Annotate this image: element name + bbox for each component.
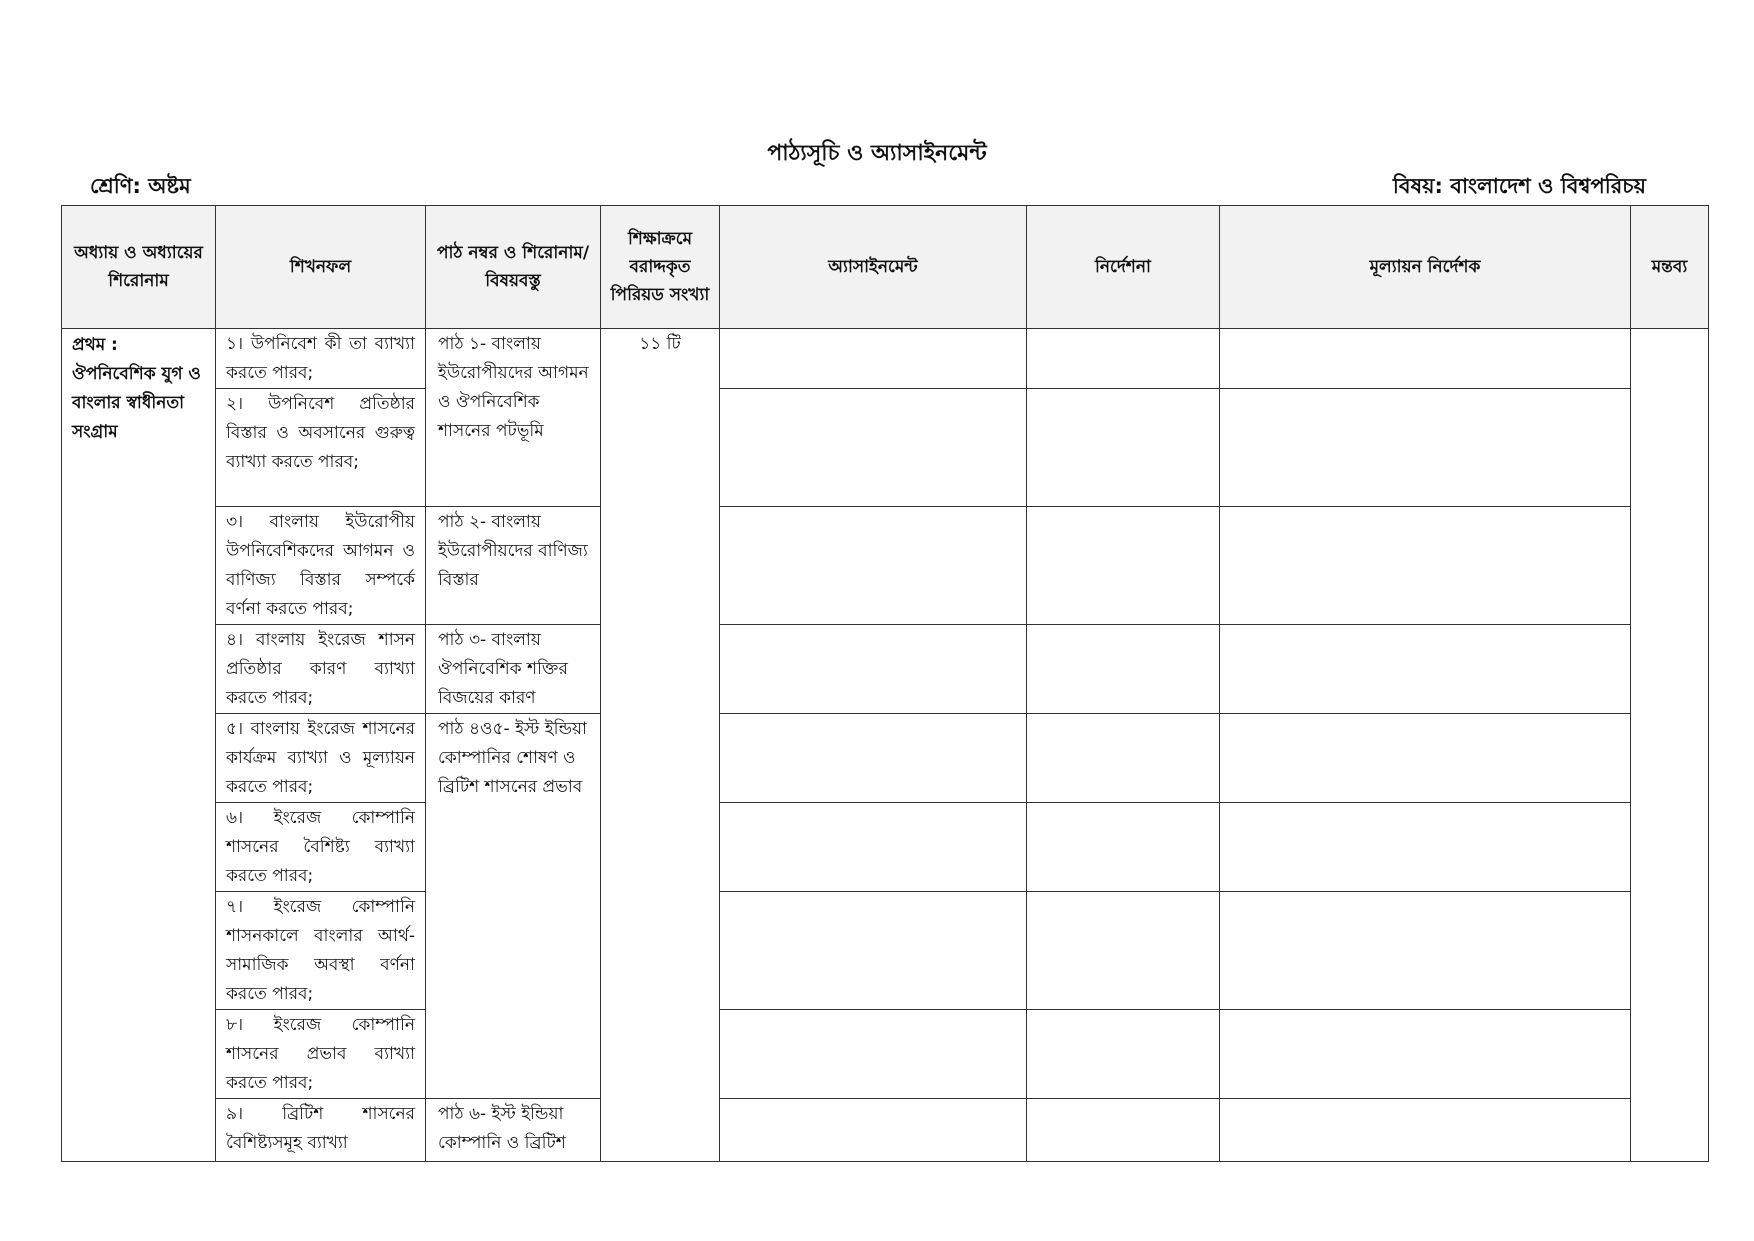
assessment-cell-8 xyxy=(1220,1010,1631,1099)
assignment-cell-5 xyxy=(720,714,1027,803)
column-header-assessment: মূল্যায়ন নির্দেশক xyxy=(1220,206,1631,329)
assignment-cell-1 xyxy=(720,329,1027,389)
assessment-cell-2 xyxy=(1220,389,1631,507)
outcome-8: ৮। ইংরেজ কোম্পানি শাসনের প্রভাব ব্যাখ্যা করতে পারব; xyxy=(216,1010,426,1099)
assignment-cell-3 xyxy=(720,507,1027,625)
lesson-5: পাঠ ৬- ইস্ট ইন্ডিয়া কোম্পানি ও ব্রিটিশ xyxy=(426,1099,601,1162)
instruction-cell-1 xyxy=(1027,329,1220,389)
table-header-row xyxy=(62,206,1709,329)
assignment-cell-9 xyxy=(720,1099,1027,1162)
outcome-7: ৭। ইংরেজ কোম্পানি শাসনকালে বাংলার আর্থ-সামাজিক অবস্থা বর্ণনা করতে পারব; xyxy=(216,892,426,1010)
assessment-cell-3 xyxy=(1220,507,1631,625)
instruction-cell-2 xyxy=(1027,389,1220,507)
instruction-cell-8 xyxy=(1027,1010,1220,1099)
column-header-lesson: পাঠ নম্বর ও শিরোনাম/ বিষয়বস্তু xyxy=(426,206,601,329)
instruction-cell-5 xyxy=(1027,714,1220,803)
assessment-cell-4 xyxy=(1220,625,1631,714)
instruction-cell-4 xyxy=(1027,625,1220,714)
table-row xyxy=(62,892,1709,1010)
column-header-period: শিক্ষাক্রমে বরাদ্দকৃত পিরিয়ড সংখ্যা xyxy=(601,206,720,329)
table-row xyxy=(62,389,1709,507)
assignment-cell-6 xyxy=(720,803,1027,892)
assignment-cell-7 xyxy=(720,892,1027,1010)
remarks-cell xyxy=(1631,329,1709,1162)
outcome-3: ৩। বাংলায় ইউরোপীয় উপনিবেশিকদের আগমন ও বাণিজ্য বিস্তার সম্পর্কে বর্ণনা করতে পারব; xyxy=(216,507,426,625)
syllabus-table xyxy=(61,205,1709,1162)
instruction-cell-9 xyxy=(1027,1099,1220,1162)
outcome-4: ৪। বাংলায় ইংরেজ শাসন প্রতিষ্ঠার কারণ ব্যাখ্যা করতে পারব; xyxy=(216,625,426,714)
lesson-1: পাঠ ১- বাংলায় ইউরোপীয়দের আগমন ও ঔপনিবেশিক শাসনের পটভূমি xyxy=(426,329,601,507)
column-header-outcome: শিখনফল xyxy=(216,206,426,329)
instruction-cell-7 xyxy=(1027,892,1220,1010)
lesson-3: পাঠ ৩- বাংলায় ঔপনিবেশিক শক্তির বিজয়ের কারণ xyxy=(426,625,601,714)
lesson-4: পাঠ ৪ও৫- ইস্ট ইন্ডিয়া কোম্পানির শোষণ ও ব্রিটিশ শাসনের প্রভাব xyxy=(426,714,601,1099)
lesson-2: পাঠ ২- বাংলায় ইউরোপীয়দের বাণিজ্য বিস্তার xyxy=(426,507,601,625)
column-header-instruction: নির্দেশনা xyxy=(1027,206,1220,329)
assignment-cell-8 xyxy=(720,1010,1027,1099)
column-header-remarks: মন্তব্য xyxy=(1631,206,1709,329)
table-row xyxy=(62,329,1709,389)
column-header-chapter: অধ্যায় ও অধ্যায়ের শিরোনাম xyxy=(62,206,216,329)
outcome-5: ৫। বাংলায় ইংরেজ শাসনের কার্যক্রম ব্যাখ্যা ও মূল্যায়ন করতে পারব; xyxy=(216,714,426,803)
instruction-cell-3 xyxy=(1027,507,1220,625)
assessment-cell-1 xyxy=(1220,329,1631,389)
table-row xyxy=(62,803,1709,892)
instruction-cell-6 xyxy=(1027,803,1220,892)
table-row xyxy=(62,714,1709,803)
table-row xyxy=(62,1010,1709,1099)
outcome-1: ১। উপনিবেশ কী তা ব্যাখ্যা করতে পারব; xyxy=(216,329,426,389)
outcome-9: ৯। ব্রিটিশ শাসনের বৈশিষ্ট্যসমূহ ব্যাখ্যা xyxy=(216,1099,426,1162)
period-count: ১১ টি xyxy=(601,329,720,1162)
table-row xyxy=(62,625,1709,714)
assessment-cell-7 xyxy=(1220,892,1631,1010)
page-title: পাঠ্যসূচি ও অ্যাসাইনমেন্ট xyxy=(767,141,987,166)
table-row xyxy=(62,1099,1709,1162)
outcome-2: ২। উপনিবেশ প্রতিষ্ঠার বিস্তার ও অবসানের গুরুত্ব ব্যাখ্যা করতে পারব; xyxy=(216,389,426,507)
assessment-cell-6 xyxy=(1220,803,1631,892)
subject-label: বিষয়: বাংলাদেশ ও বিশ্বপরিচয় xyxy=(1392,174,1646,198)
assignment-cell-2 xyxy=(720,389,1027,507)
assessment-cell-9 xyxy=(1220,1099,1631,1162)
outcome-6: ৬। ইংরেজ কোম্পানি শাসনের বৈশিষ্ট্য ব্যাখ্যা করতে পারব; xyxy=(216,803,426,892)
assessment-cell-5 xyxy=(1220,714,1631,803)
class-label: শ্রেণি: অষ্টম xyxy=(90,174,191,198)
chapter-title: প্রথম : ঔপনিবেশিক যুগ ও বাংলার স্বাধীনতা সংগ্রাম xyxy=(62,329,216,1162)
assignment-cell-4 xyxy=(720,625,1027,714)
table-row xyxy=(62,507,1709,625)
column-header-assignment: অ্যাসাইনমেন্ট xyxy=(720,206,1027,329)
